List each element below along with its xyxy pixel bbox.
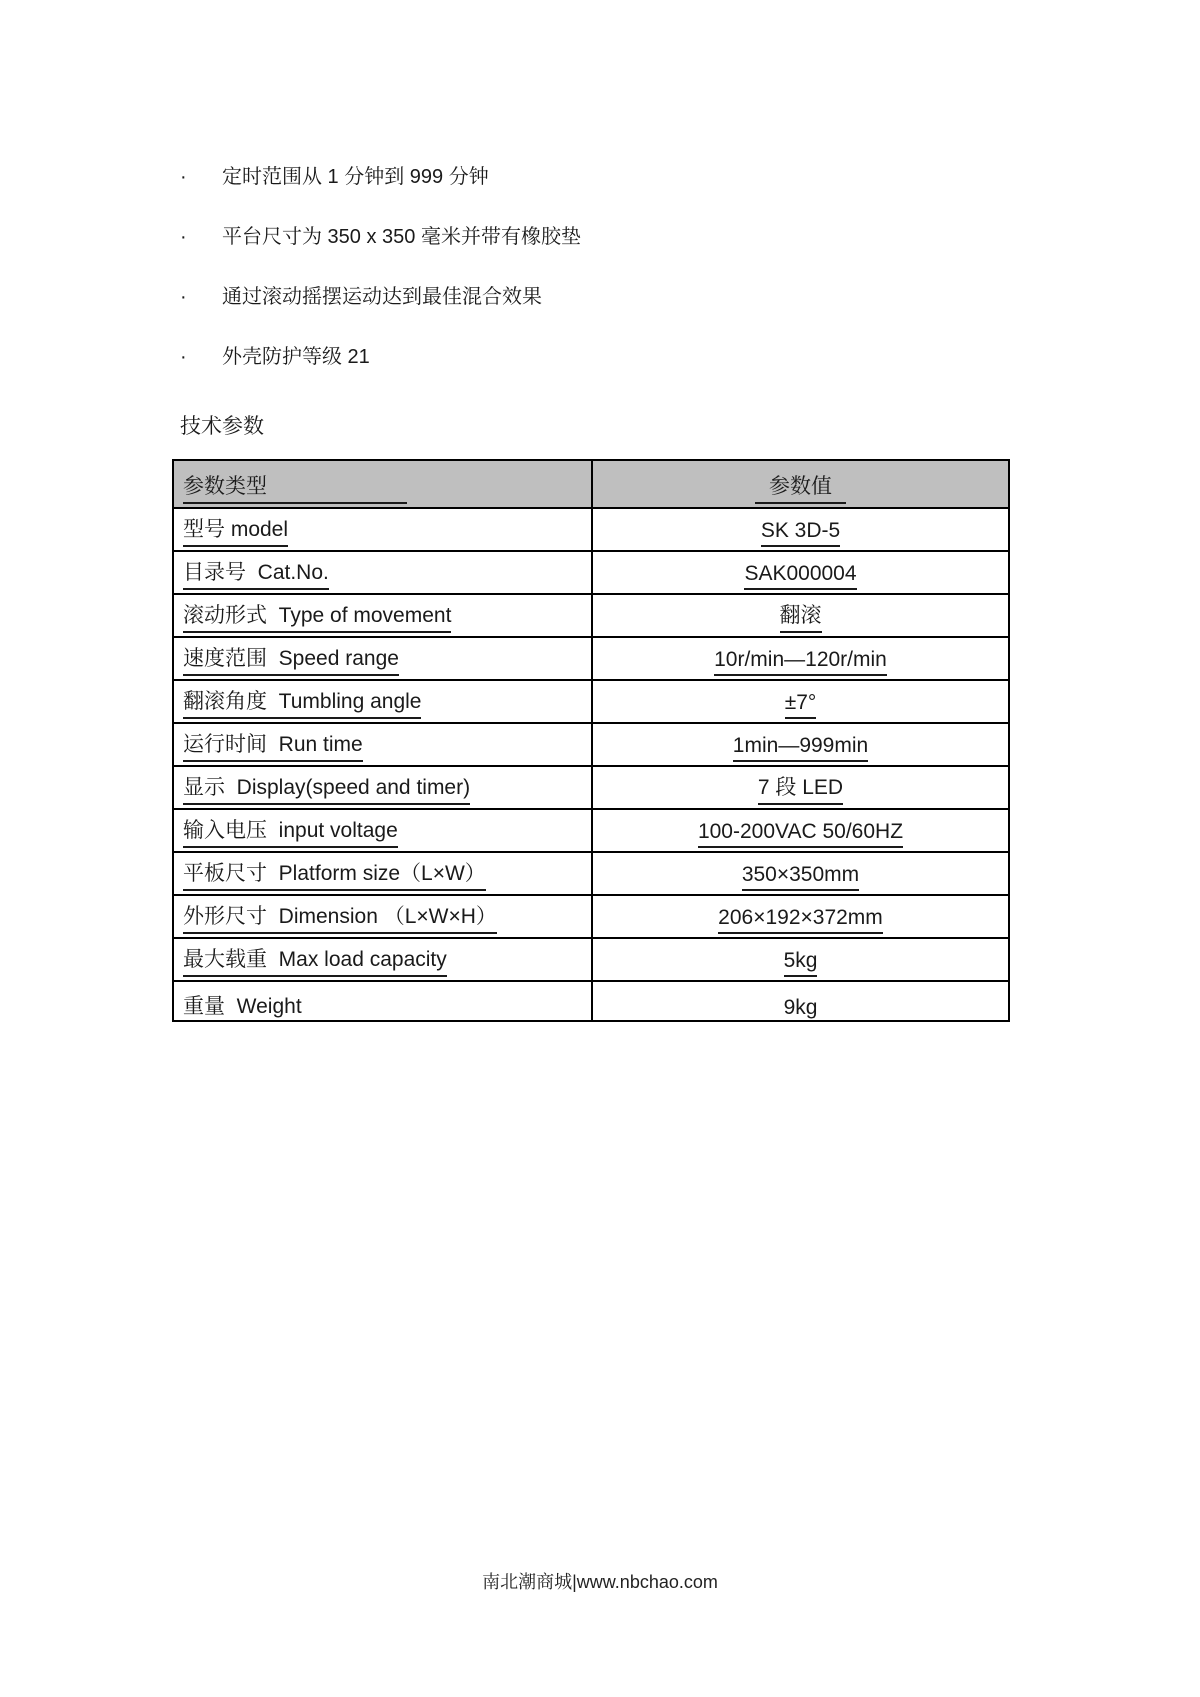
- param-value-header: [592, 460, 1009, 508]
- table-row: [173, 895, 1009, 938]
- table-row: [173, 981, 1009, 1021]
- cell-text: 目录号 Cat.No.: [183, 556, 329, 590]
- cell-text: 最大载重 Max load capacity: [183, 943, 447, 977]
- cell-text: 206×192×372mm: [718, 906, 883, 934]
- cell-text: 7 段 LED: [758, 771, 843, 805]
- cell-text: 速度范围 Speed range: [183, 642, 399, 676]
- param-label-cell: [173, 981, 592, 1021]
- cell-text: 输入电压 input voltage: [183, 814, 398, 848]
- header-label: 参数值: [755, 470, 846, 504]
- cell-text: ±7°: [785, 691, 817, 719]
- spec-table: [172, 459, 1010, 1022]
- cell-text: 9kg: [784, 996, 818, 1021]
- table-row: [173, 637, 1009, 680]
- param-label-cell: [173, 809, 592, 852]
- param-type-header: [173, 460, 592, 508]
- param-value-cell: [592, 895, 1009, 938]
- param-value-cell: [592, 809, 1009, 852]
- param-value-cell: [592, 766, 1009, 809]
- header-label: 参数类型: [183, 470, 407, 504]
- param-label-cell: [173, 680, 592, 723]
- param-label-cell: [173, 938, 592, 981]
- param-label-cell: [173, 508, 592, 551]
- list-item: [180, 227, 581, 248]
- bullet-text: 平台尺寸为 350 x 350 毫米并带有橡胶垫: [222, 226, 581, 248]
- param-value-cell: [592, 551, 1009, 594]
- bullet-icon: ·: [180, 166, 187, 188]
- table-row: [173, 938, 1009, 981]
- param-value-cell: [592, 723, 1009, 766]
- param-value-cell: [592, 594, 1009, 637]
- param-value-cell: [592, 680, 1009, 723]
- table-row: [173, 723, 1009, 766]
- list-item: [180, 167, 581, 188]
- cell-text: 5kg: [784, 949, 818, 977]
- bullet-icon: ·: [180, 346, 187, 368]
- param-value-cell: [592, 852, 1009, 895]
- list-item: [180, 287, 581, 308]
- table-row: [173, 852, 1009, 895]
- bullet-icon: ·: [180, 286, 187, 308]
- cell-text: 重量 Weight: [183, 990, 302, 1021]
- cell-text: SAK000004: [744, 562, 856, 590]
- cell-text: 型号 model: [183, 513, 288, 547]
- param-label-cell: [173, 766, 592, 809]
- param-value-cell: [592, 637, 1009, 680]
- table-row: [173, 508, 1009, 551]
- cell-text: SK 3D-5: [761, 519, 840, 547]
- bullet-text: 通过滚动摇摆运动达到最佳混合效果: [222, 286, 542, 308]
- table-header-row: [173, 460, 1009, 508]
- table-row: [173, 594, 1009, 637]
- bullet-icon: ·: [180, 226, 187, 248]
- param-label-cell: [173, 852, 592, 895]
- section-title: 技术参数: [180, 415, 264, 438]
- table-row: [173, 766, 1009, 809]
- cell-text: 350×350mm: [742, 863, 859, 891]
- param-label-cell: [173, 895, 592, 938]
- cell-text: 滚动形式 Type of movement: [183, 599, 451, 633]
- cell-text: 10r/min—120r/min: [714, 648, 887, 676]
- bullet-list: [180, 167, 581, 407]
- cell-text: 翻滚角度 Tumbling angle: [183, 685, 421, 719]
- param-label-cell: [173, 594, 592, 637]
- table-row: [173, 551, 1009, 594]
- cell-text: 显示 Display(speed and timer): [183, 771, 470, 805]
- param-label-cell: [173, 723, 592, 766]
- table-row: [173, 809, 1009, 852]
- param-value-cell: [592, 938, 1009, 981]
- cell-text: 1min—999min: [733, 734, 868, 762]
- cell-text: 外形尺寸 Dimension （L×W×H）: [183, 900, 497, 934]
- cell-text: 平板尺寸 Platform size（L×W）: [183, 857, 486, 891]
- bullet-text: 定时范围从 1 分钟到 999 分钟: [222, 166, 489, 188]
- footer-text: 南北潮商城|www.nbchao.com: [482, 1572, 718, 1592]
- cell-text: 100-200VAC 50/60HZ: [698, 820, 903, 848]
- bullet-text: 外壳防护等级 21: [222, 346, 370, 368]
- cell-text: 运行时间 Run time: [183, 728, 363, 762]
- param-value-cell: [592, 508, 1009, 551]
- param-label-cell: [173, 637, 592, 680]
- param-value-cell: [592, 981, 1009, 1021]
- table-row: [173, 680, 1009, 723]
- list-item: [180, 347, 581, 368]
- param-label-cell: [173, 551, 592, 594]
- cell-text: 翻滚: [780, 599, 822, 633]
